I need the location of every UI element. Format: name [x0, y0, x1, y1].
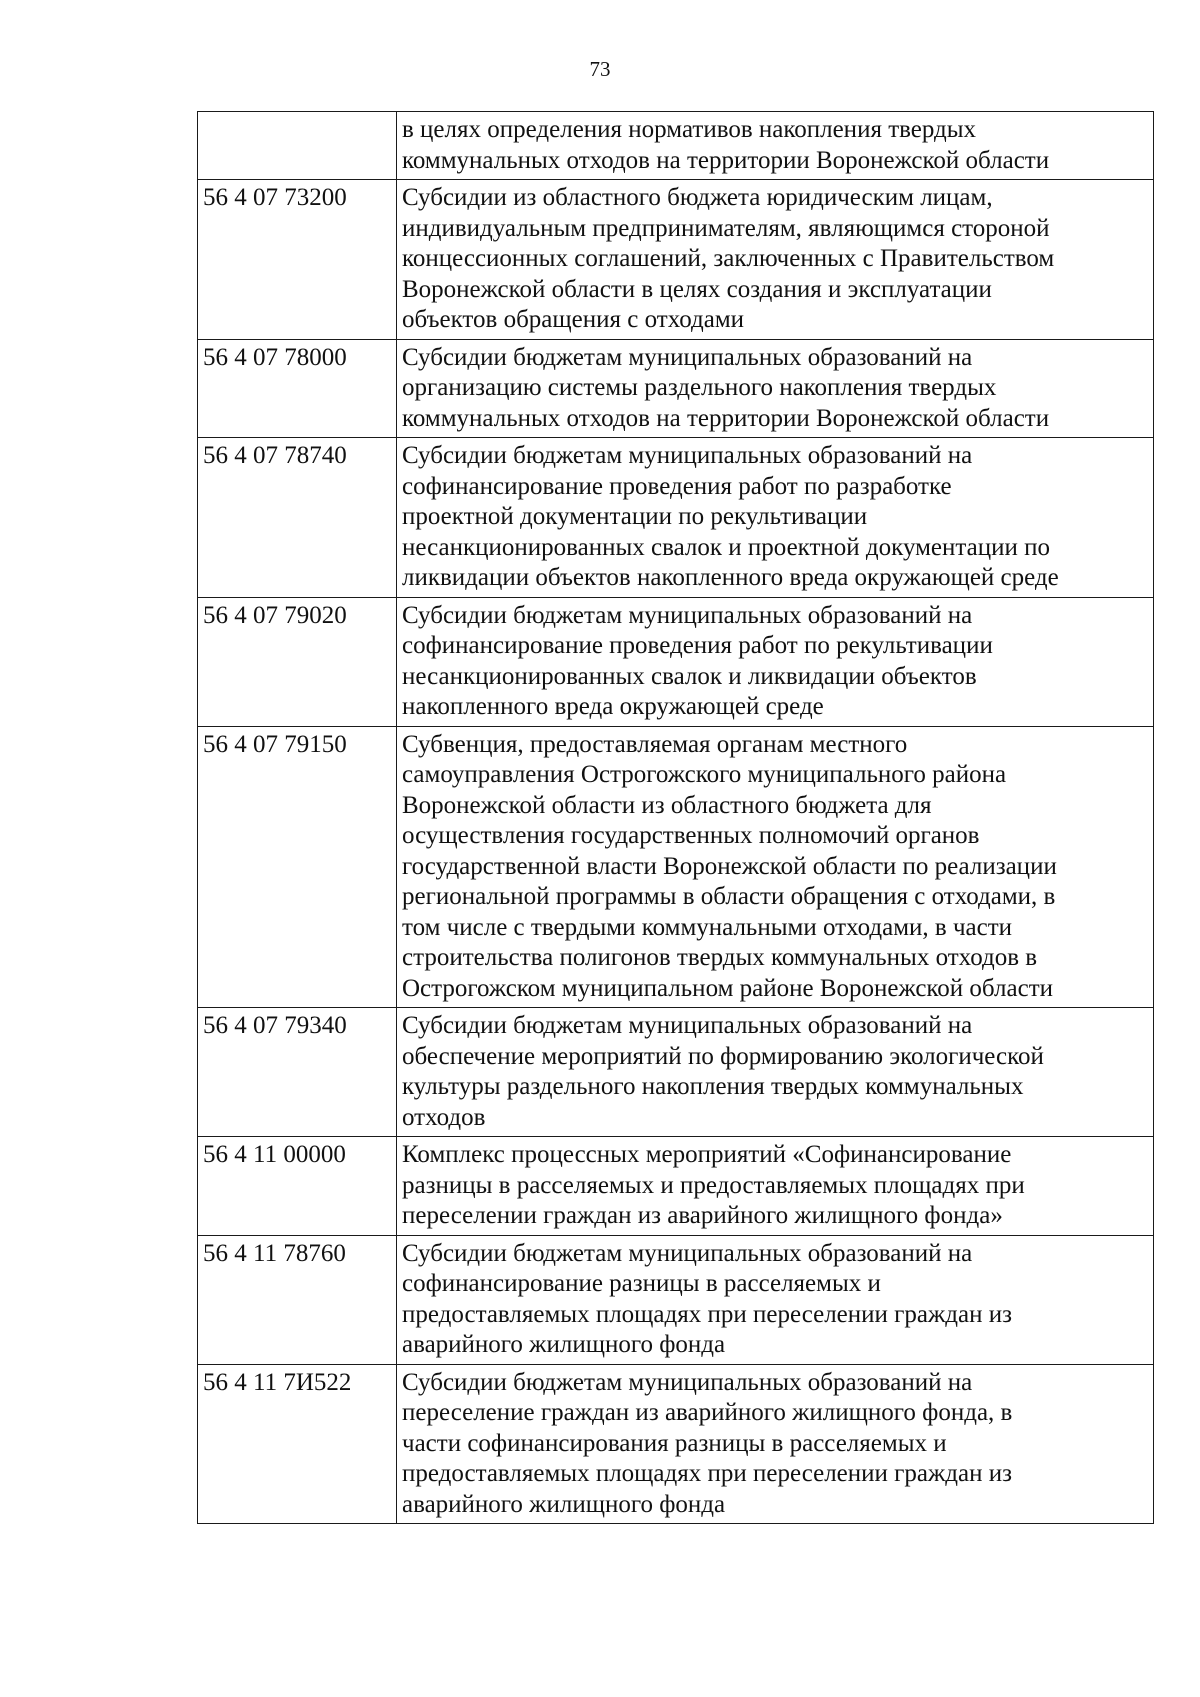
code-cell: 56 4 07 78000: [198, 339, 397, 438]
table-row: [198, 112, 1154, 180]
description-line: в целях определения нормативов накопления твердых: [402, 116, 977, 143]
description-line: проектной документации по рекультивации: [402, 503, 868, 530]
description-line: объектов обращения с отходами: [402, 306, 745, 333]
description-cell: [397, 1364, 1154, 1524]
code-cell: 56 4 11 7И522: [198, 1364, 397, 1524]
description-line: Субсидии бюджетам муниципальных образований на: [402, 1239, 973, 1267]
table-row: [198, 1364, 1154, 1524]
table-row: [198, 726, 1154, 1008]
description-line: софинансирование проведения работ по разработке: [402, 472, 952, 500]
description-line: части софинансирования разницы в расселяемых и: [402, 1429, 947, 1457]
table-row: [198, 1008, 1154, 1137]
description-cell: [397, 1137, 1154, 1236]
description-line: переселение граждан из аварийного жилищного фонда, в: [402, 1399, 1013, 1426]
description-line: Острогожском муниципальном районе Воронежской области: [402, 974, 1054, 1002]
description-line: предоставляемых площадях при переселении граждан из: [402, 1460, 1012, 1487]
description-line: переселении граждан из аварийного жилищного фонда»: [402, 1202, 1003, 1229]
description-line: Воронежской области из областного бюджета для: [402, 791, 932, 819]
description-line: Субсидии бюджетам муниципальных образований на: [402, 1368, 973, 1396]
budget-classification-table: [197, 111, 1154, 1524]
table-row: [198, 180, 1154, 340]
description-line: аварийного жилищного фонда: [402, 1331, 726, 1358]
description-line: накопленного вреда окружающей среде: [402, 693, 824, 720]
description-line: государственной власти Воронежской области по реализации: [402, 852, 1057, 880]
description-line: Субвенция, предоставляемая органам местного: [402, 730, 908, 758]
description-line: культуры раздельного накопления твердых коммунальных: [402, 1073, 1024, 1100]
code-cell: 56 4 07 79020: [198, 597, 397, 726]
description-line: ликвидации объектов накопленного вреда окружающей среде: [402, 564, 1059, 591]
description-cell: [397, 112, 1154, 180]
description-line: Субсидии бюджетам муниципальных образований на: [402, 343, 973, 371]
description-line: региональной программы в области обращения с отходами, в: [402, 883, 1056, 910]
description-line: строительства полигонов твердых коммунальных отходов в: [402, 944, 1038, 971]
code-cell: [198, 112, 397, 180]
code-cell: 56 4 07 79340: [198, 1008, 397, 1137]
table-body: [198, 112, 1154, 1524]
description-cell: [397, 438, 1154, 598]
description-line: индивидуальным предпринимателям, являющимся стороной: [402, 214, 1050, 242]
table-row: [198, 1137, 1154, 1236]
description-cell: [397, 180, 1154, 340]
description-line: Субсидии бюджетам муниципальных образований на: [402, 1012, 973, 1039]
page-number: 73: [589, 57, 611, 81]
description-line: софинансирование разницы в расселяемых и: [402, 1270, 881, 1297]
description-line: Субсидии бюджетам муниципальных образований на: [402, 442, 973, 469]
description-line: аварийного жилищного фонда: [402, 1490, 726, 1518]
code-cell: 56 4 11 00000: [198, 1137, 397, 1236]
description-cell: [397, 1008, 1154, 1137]
description-line: коммунальных отходов на территории Воронежской области: [402, 404, 1050, 432]
description-line: осуществления государственных полномочий органов: [402, 822, 980, 849]
description-line: концессионных соглашений, заключенных с Правительством: [402, 245, 1055, 272]
description-line: Комплекс процессных мероприятий «Софинансирование: [402, 1141, 1012, 1168]
table-row: [198, 339, 1154, 438]
description-line: Субсидии из областного бюджета юридическим лицам,: [402, 184, 993, 211]
code-cell: 56 4 07 73200: [198, 180, 397, 340]
description-line: несанкционированных свалок и ликвидации объектов: [402, 662, 977, 690]
description-line: обеспечение мероприятий по формированию экологической: [402, 1042, 1044, 1070]
code-cell: 56 4 07 78740: [198, 438, 397, 598]
description-line: несанкционированных свалок и проектной документации по: [402, 533, 1050, 561]
table-row: [198, 1235, 1154, 1364]
description-line: софинансирование проведения работ по рекультивации: [402, 632, 993, 659]
description-line: коммунальных отходов на территории Воронежской области: [402, 146, 1050, 174]
description-line: разницы в расселяемых и предоставляемых площадях при: [402, 1171, 1025, 1199]
code-cell: 56 4 11 78760: [198, 1235, 397, 1364]
description-line: Субсидии бюджетам муниципальных образований на: [402, 601, 973, 629]
description-cell: [397, 339, 1154, 438]
description-line: Воронежской области в целях создания и эксплуатации: [402, 275, 992, 303]
description-line: самоуправления Острогожского муниципального района: [402, 761, 1007, 788]
description-cell: [397, 726, 1154, 1008]
description-line: предоставляемых площадях при переселении граждан из: [402, 1300, 1012, 1328]
description-cell: [397, 597, 1154, 726]
description-line: том числе с твердыми коммунальными отходами, в части: [402, 913, 1013, 941]
description-line: организацию системы раздельного накопления твердых: [402, 374, 997, 401]
code-cell: 56 4 07 79150: [198, 726, 397, 1008]
description-cell: [397, 1235, 1154, 1364]
description-line: отходов: [402, 1103, 486, 1131]
table-row: [198, 438, 1154, 598]
table-row: [198, 597, 1154, 726]
